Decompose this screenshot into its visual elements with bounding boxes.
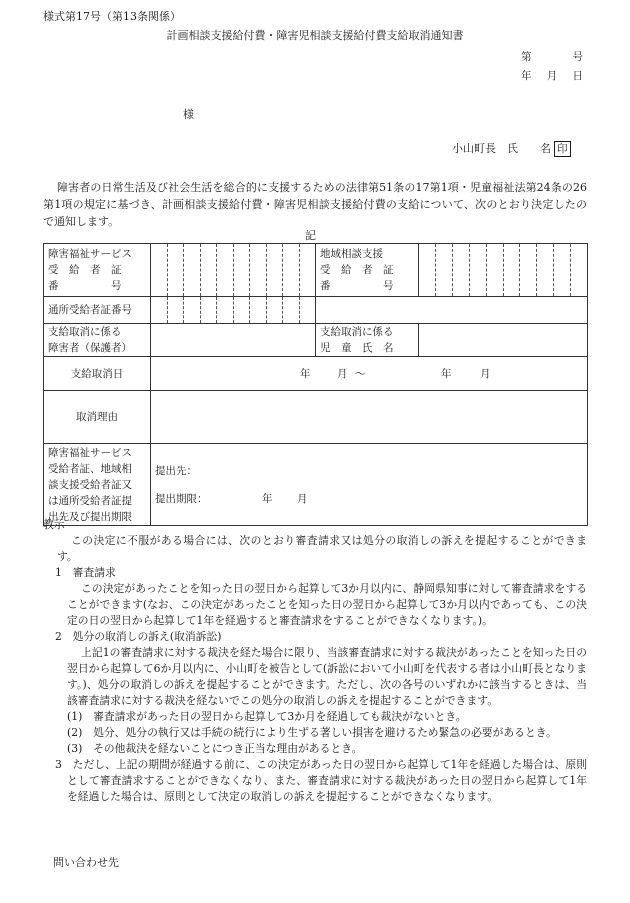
submit-label: 障害福祉サービス 受給者証、地域相 談支援受給者証又 は通所受給者証提 出先及び提出期限: [44, 444, 151, 526]
cancellation-table: [43, 243, 588, 526]
table-row: [44, 357, 588, 391]
commute-cert-number-cells[interactable]: [151, 297, 316, 324]
inquiry-label: 問い合わせ先: [53, 856, 119, 869]
section-3: 3 ただし、上記の期間が経過する前に、この決定があった日の翌日から起算して1年を経過した場合は、原則として審査請求することができなくなり、また、審査請求に対する裁決があった日の翌日から起算して1年を経過した場合は、原則として決定の取消しの訴えを提起することができなくなります。: [55, 758, 587, 803]
section-2-title: 2 処分の取消しの訴え(取消訴訟): [55, 630, 222, 643]
person-name-field[interactable]: [151, 324, 316, 357]
svc-cert-label: 障害福祉サービス 受 給 者 証 番 号: [44, 244, 151, 297]
document-number: 第 号: [521, 51, 583, 63]
reason-label: 取消理由: [44, 391, 151, 444]
cancel-date-label: 支給取消日: [44, 357, 151, 391]
document-title: 計画相談支援給付費・障害児相談支援給付費支給取消通知書: [166, 29, 464, 42]
issuer-name: 小山町長 氏 名: [452, 141, 551, 155]
notice-heading: 教示: [43, 518, 65, 531]
area-cert-label: 地域相談支援 受 給 者 証 番 号: [316, 244, 419, 297]
issuer: [452, 141, 571, 157]
submit-to: 提出先：: [155, 464, 197, 477]
issue-date: 年 月 日: [521, 70, 583, 82]
notice-intro: この決定に不服がある場合には、次のとおり審査請求又は処分の取消しの訴えを提起することができます。: [57, 534, 587, 563]
ki-heading: 記: [305, 229, 316, 242]
submit-deadline: 提出期限： 年 月: [155, 492, 308, 505]
table-row: [44, 297, 588, 324]
section-2-item: (1) 審査請求があった日の翌日から起算して3か月を経過しても裁決がないとき。: [67, 710, 467, 723]
section-2-body: 上記1の審査請求に対する裁決を経た場合に限り、当該審査請求に対する裁決があったことを知った日の翌日から起算して6か月以内に、小山町を被告として(訴訟において小山町を代表する者は小山町長となります。)、処分の取消しの訴えを提起することができます。ただし、次の各号のいずれかに該当するときは、当該審査請求に対する裁決を経ないでこの処分の取消しの訴えを提起することができます。: [67, 646, 587, 707]
form-number: 様式第17号（第13条関係）: [43, 10, 181, 23]
section-2-item: (2) 処分、処分の執行又は手続の続行により生ずる著しい損害を避けるため緊急の必要があるとき。: [67, 726, 557, 739]
svc-cert-number-cells[interactable]: [151, 244, 316, 297]
table-row: [44, 391, 588, 444]
section-1-title: 1 審査請求: [55, 566, 116, 579]
table-row: [44, 244, 588, 297]
table-row: [44, 324, 588, 357]
intro-paragraph: 障害者の日常生活及び社会生活を総合的に支援するための法律第51条の17第1項・児童福祉法第24条の26第1項の規定に基づき、計画相談支援給付費・障害児相談支援給付費の支給について、次のとおり決定したので通知します。: [43, 181, 587, 228]
seal-mark: 印: [554, 141, 571, 157]
submit-field[interactable]: [151, 444, 588, 526]
area-cert-number-cells[interactable]: [419, 244, 588, 297]
child-label: 支給取消に係る 児 童 氏 名: [316, 324, 419, 357]
section-2-item: (3) その他裁決を経ないことにつき正当な理由があるとき。: [67, 742, 363, 755]
section-1-body: この決定があったことを知った日の翌日から起算して3か月以内に、静岡県知事に対して審査請求をすることができます(なお、この決定があったことを知った日の翌日から起算して3か月以内であっても、この決定の日の翌日から起算して1年を経過すると審査請求をすることができなくなります。)。: [67, 582, 587, 627]
person-label: 支給取消に係る 障害者（保護者）: [44, 324, 151, 357]
document-number-and-date: [521, 50, 583, 88]
child-name-field[interactable]: [419, 324, 588, 357]
commute-blank: [316, 297, 588, 324]
commute-cert-label: 通所受給者証番号: [44, 297, 151, 324]
appeal-notice: [43, 517, 587, 805]
cancel-period-field[interactable]: 年 月 ～ 年 月: [151, 357, 588, 391]
table-row: [44, 444, 588, 526]
addressee: 様: [183, 108, 194, 121]
reason-field[interactable]: [151, 391, 588, 444]
